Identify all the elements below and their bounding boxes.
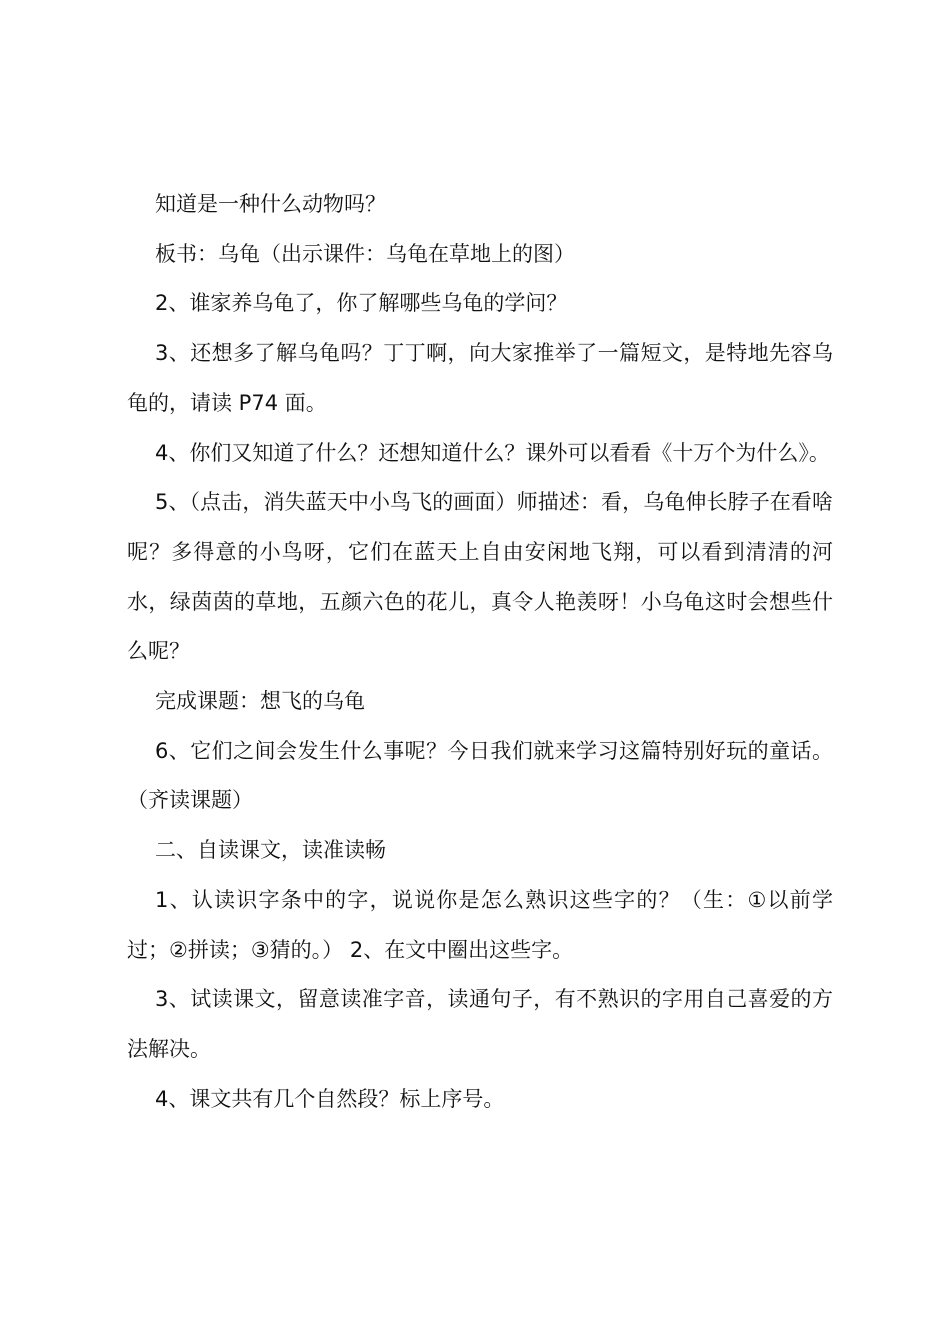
paragraph-item-4: 4、你们又知道了什么？还想知道什么？课外可以看看《十万个为什么》。 [155, 440, 830, 465]
paragraph-blackboard: 板书：乌龟（出示课件：乌龟在草地上的图） [155, 241, 575, 266]
paragraph-question-animal: 知道是一种什么动物吗？ [155, 192, 386, 216]
document-body [127, 180, 833, 1124]
paragraph-reading-4: 4、课文共有几个自然段？标上序号。 [155, 1086, 505, 1111]
paragraph-complete-title: 完成课题：想飞的乌龟 [155, 689, 365, 714]
paragraph-item-3: 3、还想多了解乌龟吗？丁丁啊，向大家推举了一篇短文，是特地先容乌龟的，请读 P74 面。 [127, 341, 833, 415]
paragraph-item-5: 5、（点击，消失蓝天中小鸟飞的画面）师描述：看，乌龟伸长脖子在看啥呢？多得意的小鸟呀，它们在蓝天上自由安闲地飞翔，可以看到清清的河水，绿茵茵的草地，五颜六色的花儿，真令人艳羡呀！小乌龟这时会想些什么呢？ [127, 490, 833, 664]
section-heading-self-reading: 二、自读课文，读准读畅 [155, 838, 386, 863]
paragraph-item-2: 2、谁家养乌龟了，你了解哪些乌龟的学问？ [155, 291, 568, 316]
paragraph-item-6: 6、它们之间会发生什么事呢？今日我们就来学习这篇特别好玩的童话。（齐读课题） [127, 738, 833, 813]
paragraph-reading-3: 3、试读课文，留意读准字音，读通句子，有不熟识的字用自己喜爱的方法解决。 [127, 987, 833, 1061]
paragraph-reading-1: 1、认读识字条中的字，说说你是怎么熟识这些字的？（生：①以前学过；②拼读；③猜的。） 2、在文中圈出这些字。 [127, 887, 833, 962]
